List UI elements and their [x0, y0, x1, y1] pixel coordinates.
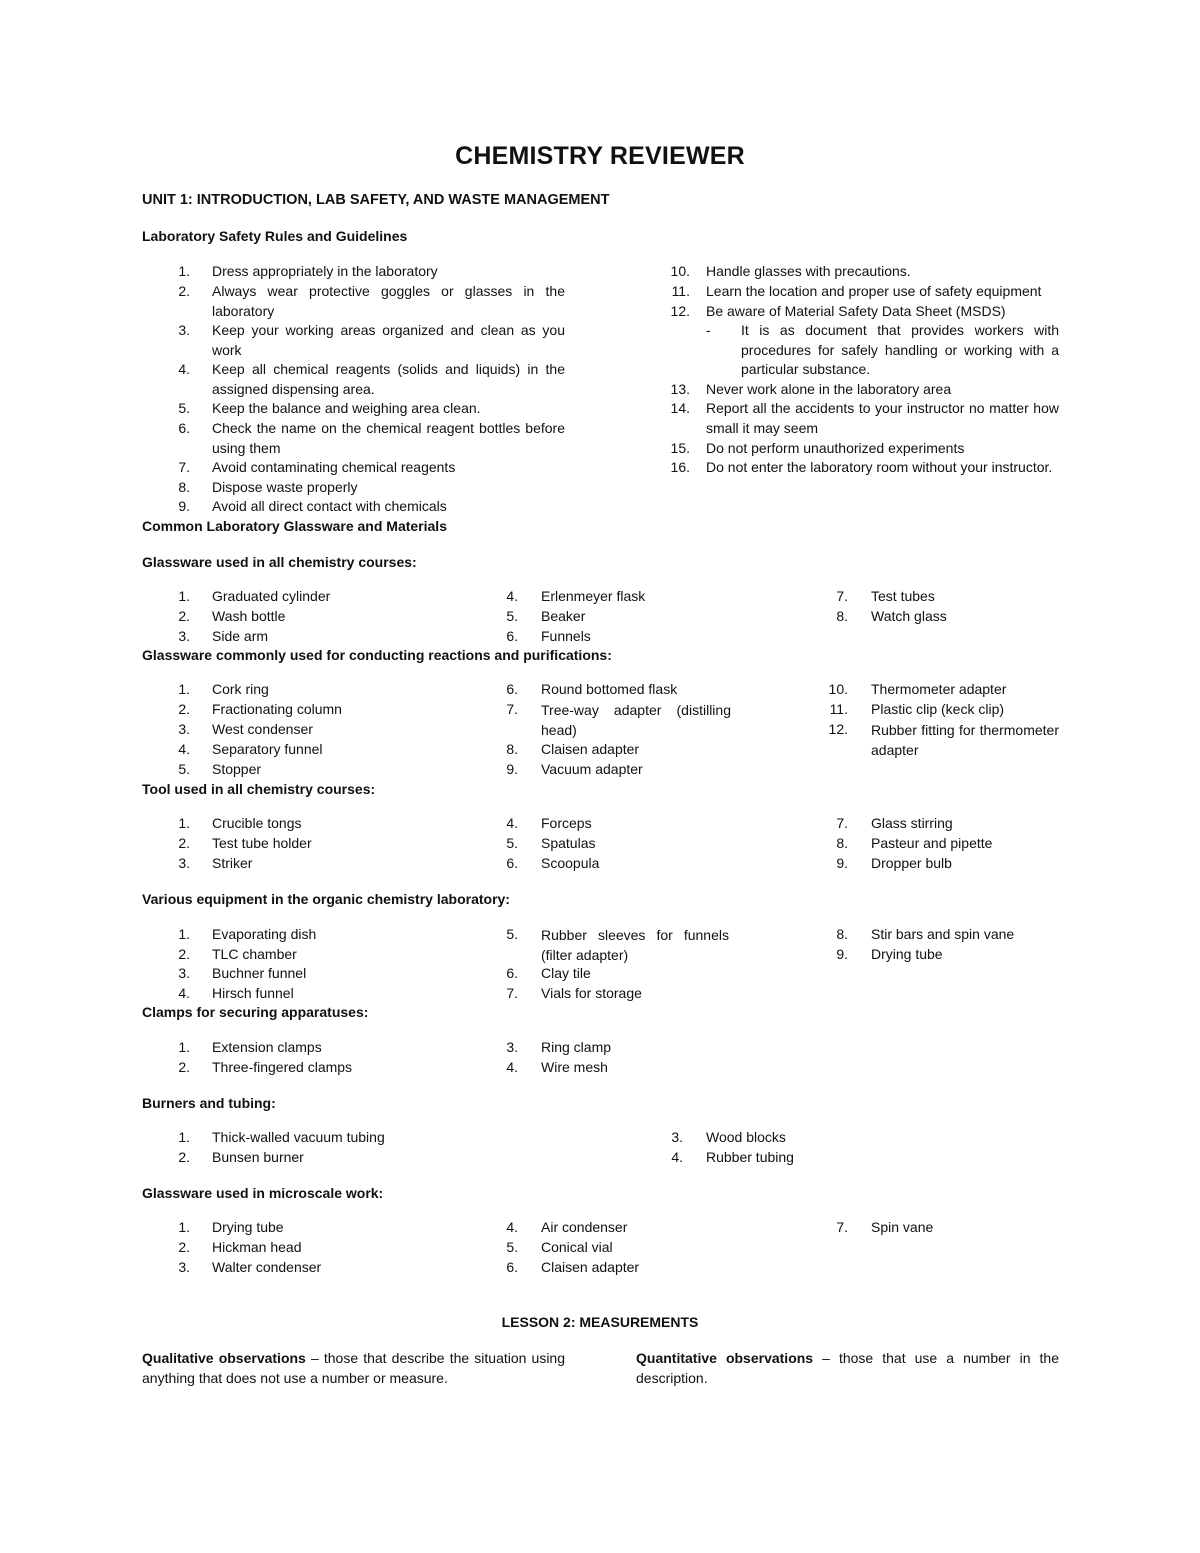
list-item: 1. Dress appropriately in the laboratory [178, 263, 438, 279]
list-item: Forceps [541, 815, 592, 831]
list-item: Tree-way adapter (distilling head) [541, 702, 731, 738]
list-item: Watch glass [871, 608, 947, 624]
list-item: Wash bottle [212, 608, 286, 624]
lesson2-heading: LESSON 2: MEASUREMENTS [501, 1314, 699, 1330]
page-title: CHEMISTRY REVIEWER [455, 142, 745, 170]
list-item: Glass stirring [871, 815, 953, 831]
microscale-heading: Glassware used in microscale work: [142, 1185, 384, 1201]
list-item: 12. Be aware of Material Safety Data Sheet (MSDS) [670, 303, 1006, 319]
list-item: Walter condenser [212, 1259, 322, 1275]
list-item: Thick-walled vacuum tubing [212, 1129, 385, 1145]
list-item: Wire mesh [541, 1059, 608, 1075]
list-item: Ring clamp [541, 1039, 612, 1055]
list-item: Crucible tongs [212, 815, 302, 831]
list-item: Side arm [212, 628, 269, 644]
list-item: Scoopula [541, 855, 600, 871]
list-item: West condenser [212, 721, 313, 737]
equipment-heading: Various equipment in the organic chemistry laboratory: [142, 891, 510, 907]
list-item: Hickman head [212, 1239, 302, 1255]
list-item: Hirsch funnel [212, 985, 294, 1001]
list-item: Vacuum adapter [541, 761, 643, 777]
list-item: 4. Keep all chemical reagents (solids and liquids) in the assigned dispensing area. [178, 361, 565, 397]
list-item: 2. Always wear protective goggles or glasses in the laboratory [178, 283, 565, 319]
unit-heading: UNIT 1: INTRODUCTION, LAB SAFETY, AND WASTE MANAGEMENT [142, 192, 610, 208]
tools-heading: Tool used in all chemistry courses: [142, 781, 376, 797]
list-item: Test tubes [871, 588, 935, 604]
list-item: 3. Keep your working areas organized and clean as you work [178, 322, 565, 358]
list-item: Air condenser [541, 1219, 628, 1235]
qualitative-text: – those that describe the situation using anything that does not use a number or measure. [142, 1350, 566, 1386]
list-item: Funnels [541, 628, 591, 644]
list-item: Conical vial [541, 1239, 613, 1255]
list-item: 8. Dispose waste properly [178, 479, 358, 495]
list-item: Spin vane [871, 1219, 934, 1235]
list-item: Separatory funnel [212, 741, 323, 757]
list-item: 9. Avoid all direct contact with chemicals [178, 498, 447, 514]
list-item: Evaporating dish [212, 926, 317, 942]
quantitative-definition [636, 1349, 1059, 1388]
list-item: Erlenmeyer flask [541, 588, 646, 604]
list-item: Buchner funnel [212, 965, 307, 981]
list-item: Stopper [212, 761, 262, 777]
list-item: Claisen adapter [541, 741, 640, 757]
list-item: Rubber tubing [706, 1149, 794, 1165]
list-item: 10. Handle glasses with precautions. [670, 263, 911, 279]
quantitative-term: Quantitative observations [636, 1350, 814, 1366]
list-item: 15. Do not perform unauthorized experiments [670, 440, 965, 456]
list-item: Test tube holder [212, 835, 312, 851]
common-glassware-heading: Common Laboratory Glassware and Materials [142, 518, 447, 534]
list-item: Graduated cylinder [212, 588, 331, 604]
qualitative-definition [142, 1349, 565, 1388]
list-item: Thermometer adapter [871, 681, 1007, 697]
list-item: 13. Never work alone in the laboratory area [670, 381, 952, 397]
list-item: Dropper bulb [871, 855, 952, 871]
list-item: Extension clamps [212, 1039, 322, 1055]
list-item: Round bottomed flask [541, 681, 678, 697]
list-item: Clay tile [541, 965, 591, 981]
clamps-heading: Clamps for securing apparatuses: [142, 1004, 369, 1020]
list-item: Pasteur and pipette [871, 835, 993, 851]
list-item: Vials for storage [541, 985, 642, 1001]
glassware-reactions-heading: Glassware commonly used for conducting reactions and purifications: [142, 647, 612, 663]
list-item: Striker [212, 855, 253, 871]
list-item: 7. Avoid contaminating chemical reagents [178, 459, 456, 475]
list-item: Wood blocks [706, 1129, 786, 1145]
qualitative-term: Qualitative observations [142, 1350, 306, 1366]
list-item: Three-fingered clamps [212, 1059, 353, 1075]
list-item: Plastic clip (keck clip) [871, 701, 1005, 717]
list-item: 14. Report all the accidents to your instructor no matter how small it may seem [670, 400, 1059, 436]
list-item: 5. Keep the balance and weighing area clean. [178, 400, 481, 416]
list-item: Rubber sleeves for funnels (filter adapter) [541, 927, 729, 963]
safety-heading: Laboratory Safety Rules and Guidelines [142, 228, 408, 244]
list-item: Drying tube [212, 1219, 284, 1235]
list-item: Beaker [541, 608, 586, 624]
list-item: 11. Learn the location and proper use of safety equipment [671, 283, 1042, 299]
list-sub-item: - It is as document that provides workers with procedures for safely handling or working with a particular substance. [706, 322, 1059, 378]
list-item: Spatulas [541, 835, 596, 851]
list-item: TLC chamber [212, 946, 297, 962]
list-item: Cork ring [212, 681, 269, 697]
glassware-all-heading: Glassware used in all chemistry courses: [142, 554, 417, 570]
burners-heading: Burners and tubing: [142, 1095, 276, 1111]
list-item: Stir bars and spin vane [871, 926, 1015, 942]
list-item: 6. Check the name on the chemical reagent bottles before using them [178, 420, 565, 456]
list-item: Fractionating column [212, 701, 342, 717]
list-item: Bunsen burner [212, 1149, 304, 1165]
list-item: Drying tube [871, 946, 943, 962]
list-item: Rubber fitting for thermometer adapter [871, 722, 1059, 758]
list-item: Claisen adapter [541, 1259, 640, 1275]
list-item: 16. Do not enter the laboratory room without your instructor. [670, 459, 1053, 475]
quantitative-text: – those that use a number in the description. [636, 1350, 1059, 1386]
